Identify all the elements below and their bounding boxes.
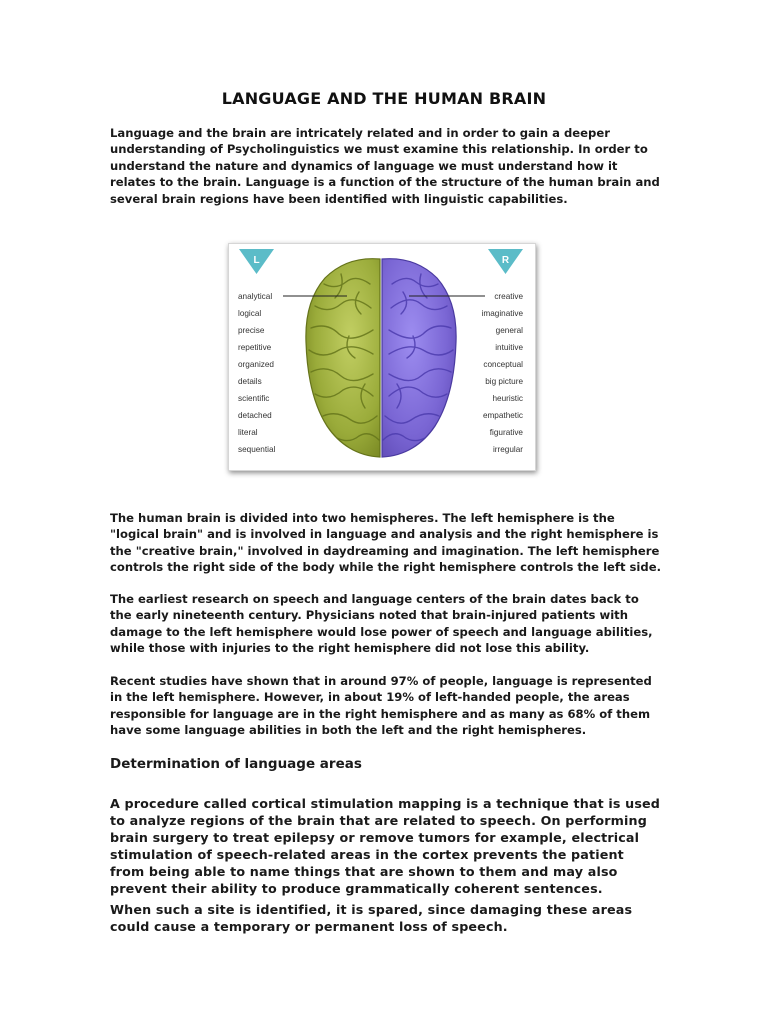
left-hemisphere bbox=[306, 259, 380, 457]
studies-paragraph: Recent studies have shown that in around 97% of people, language is represented in the left hemisphere. However, in about 19% of left-handed people, the areas responsible for language are in the right hemisphere and as many as 68% of them have some language abilities in both the left and the right hemispheres. bbox=[110, 674, 652, 738]
brain-diagram bbox=[229, 244, 535, 470]
left-label: logical bbox=[238, 309, 262, 318]
left-label: analytical bbox=[238, 292, 273, 301]
right-label: creative bbox=[494, 292, 523, 301]
mapping-paragraph: A procedure called cortical stimulation mapping is a technique that is used to analyze regions of the brain that are related to speech. On performing brain surgery to treat epilepsy or remove tumors for example, electrical stimulation of speech-related areas in the cortex prevents the patient from being able to name things that are shown to them and may also prevent their ability to produce grammatically coherent sentences. bbox=[110, 796, 661, 896]
right-label: heuristic bbox=[492, 394, 523, 403]
right-label-list bbox=[482, 292, 524, 454]
left-label: details bbox=[238, 377, 262, 386]
left-label: literal bbox=[238, 428, 258, 437]
hemispheres-paragraph: The human brain is divided into two hemispheres. The left hemisphere is the "logical brain" and is involved in language and analysis and the right hemisphere is the "creative brain," involved in daydreaming and imagination. The left hemisphere controls the right side of the body while the right hemisphere controls the left side. bbox=[110, 511, 661, 575]
left-label: detached bbox=[238, 411, 272, 420]
right-label: figurative bbox=[489, 428, 523, 437]
left-label: sequential bbox=[238, 445, 276, 454]
intro-paragraph: Language and the brain are intricately related and in order to gain a deeper understanding of Psycholinguistics we must examine this relationship. In order to understand the nature and dynamics of language we must understand how it relates to the brain. Language is a function of the structure of the human brain and several brain regions have been identified with linguistic capabilities. bbox=[110, 126, 660, 206]
right-hemisphere bbox=[382, 259, 456, 457]
document-title: LANGUAGE AND THE HUMAN BRAIN bbox=[221, 89, 547, 108]
left-label-list bbox=[238, 292, 276, 454]
right-badge-label: R bbox=[501, 255, 510, 266]
right-label: conceptual bbox=[483, 360, 523, 369]
right-label: intuitive bbox=[495, 343, 523, 352]
right-label: imaginative bbox=[481, 309, 523, 318]
spared-site-paragraph: When such a site is identified, it is spared, since damaging these areas could cause a temporary or permanent loss of speech. bbox=[110, 902, 633, 934]
left-label: scientific bbox=[238, 394, 270, 403]
right-label: general bbox=[495, 326, 523, 335]
right-label: empathetic bbox=[482, 411, 523, 420]
left-badge-label: L bbox=[253, 255, 260, 266]
left-label: precise bbox=[238, 326, 265, 335]
research-paragraph: The earliest research on speech and language centers of the brain dates back to the early nineteenth century. Physicians noted that brain-injured patients with damage to the left hemisphere would lose power of speech and language abilities, while those with injuries to the right hemisphere did not lose this ability. bbox=[110, 592, 653, 656]
right-label: big picture bbox=[485, 377, 523, 386]
left-label: organized bbox=[238, 360, 274, 369]
right-label: irregular bbox=[492, 445, 523, 454]
left-label: repetitive bbox=[238, 343, 272, 352]
brain-hemispheres-figure bbox=[228, 243, 536, 471]
section-heading: Determination of language areas bbox=[110, 756, 362, 772]
